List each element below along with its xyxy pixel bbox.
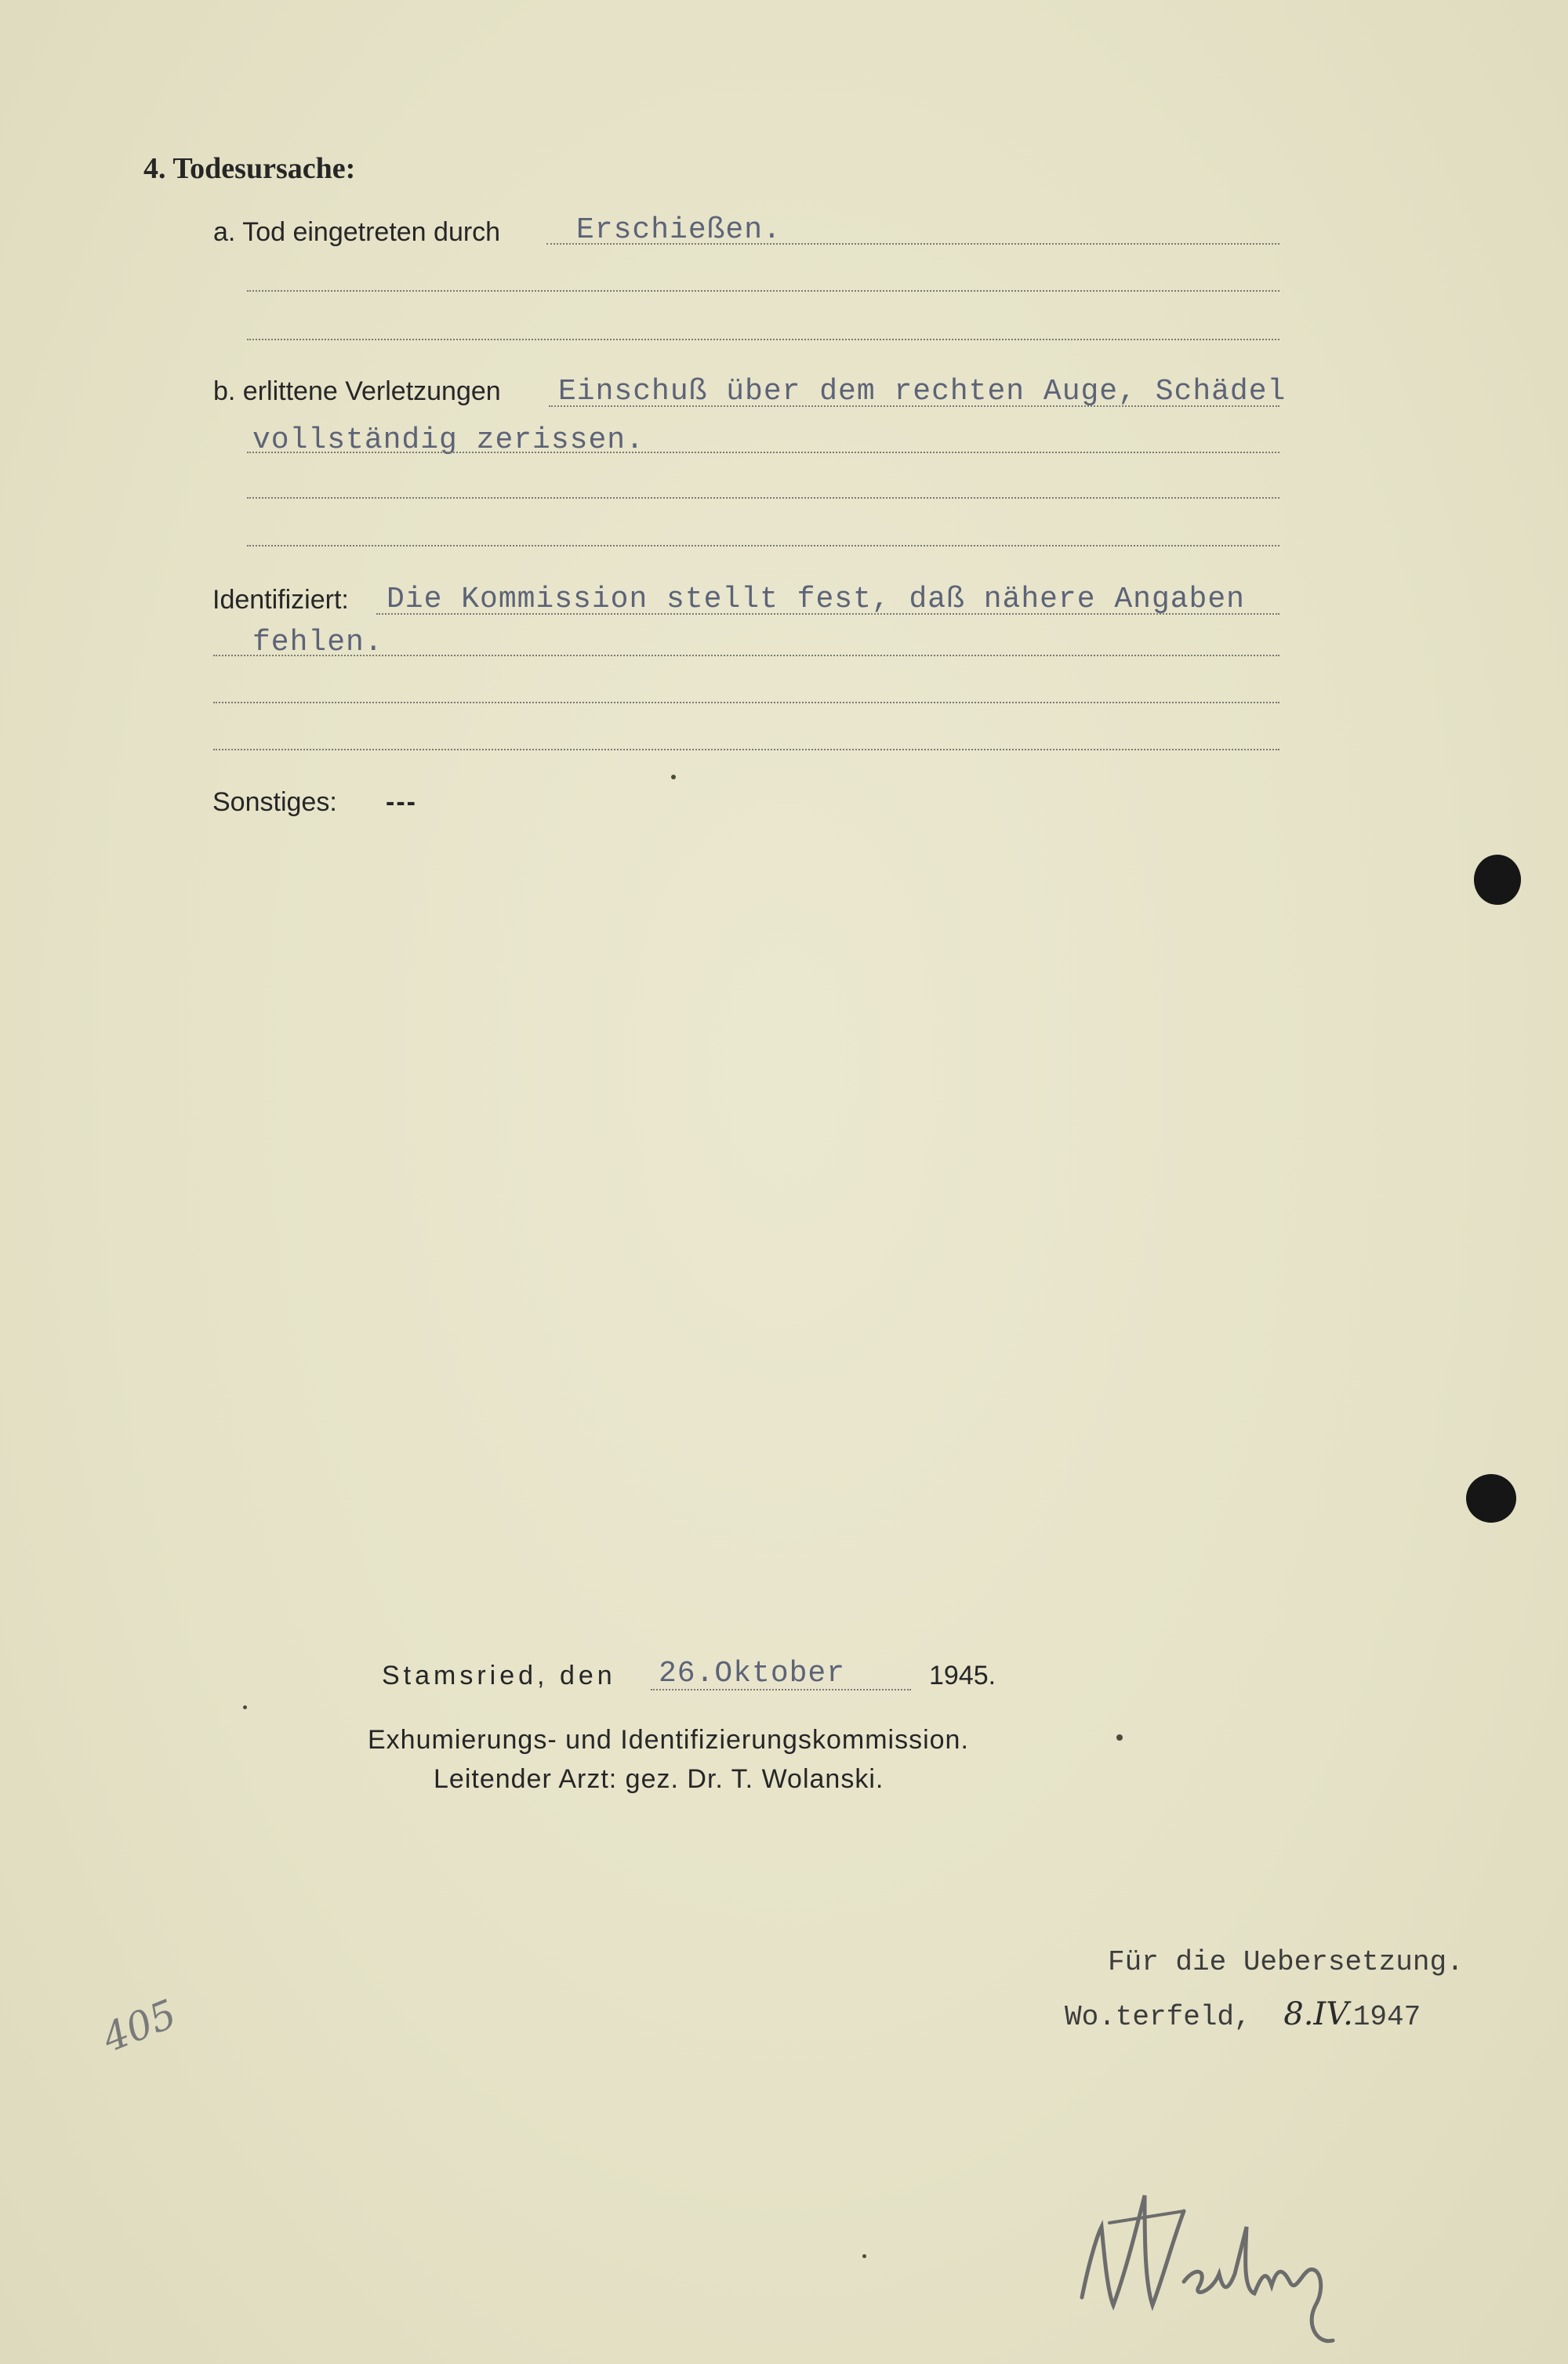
paper-speck [862,2254,866,2258]
identified-line-4 [213,749,1279,750]
other-label: Sonstiges: [212,787,337,817]
cause-line-2 [247,290,1279,292]
cause-value: Erschießen. [576,213,782,247]
translation-stamp-place: Wo.terfeld, [1065,2001,1251,2033]
translation-stamp-line2 [1065,1996,1421,2033]
margin-pencil-note: 405 [96,1991,183,2061]
commission-name: Exhumierungs- und Identifizierungskommission. [368,1725,969,1755]
section-heading: 4. Todesursache: [143,152,356,185]
injuries-line-1 [549,405,1279,407]
injuries-value-2: vollständig zerissen. [252,423,644,457]
identified-value-2: fehlen. [252,626,383,659]
injuries-line-4 [247,545,1279,547]
cause-line-3 [247,339,1279,340]
translation-stamp-date-handwritten: 8.IV. [1283,1996,1353,2032]
paper-speck [671,775,676,779]
identified-value-1: Die Kommission stellt fest, daß nähere Angaben [387,583,1245,616]
place-label: Stamsried, den [382,1661,616,1690]
identified-label: Identifiziert: [212,585,349,615]
identified-line-3 [213,702,1279,703]
date-typed: 26.Oktober [659,1657,846,1690]
identified-line-1 [376,613,1279,615]
punch-hole-bottom [1466,1474,1516,1523]
handwritten-signature [1066,2180,1364,2352]
translation-stamp-line1: Für die Uebersetzung. [1108,1946,1464,1978]
paper-speck [243,1705,247,1709]
other-value: --- [386,787,417,817]
translation-stamp-year: 1947 [1352,2001,1421,2033]
injuries-value-1: Einschuß über dem rechten Auge, Schädel [558,375,1287,409]
injuries-line-2 [247,452,1279,453]
punch-hole-top [1474,855,1521,905]
date-year: 1945. [929,1661,996,1690]
paper-speck [1116,1734,1123,1741]
doctor-line: Leitender Arzt: gez. Dr. T. Wolanski. [434,1764,884,1794]
cause-label: a. Tod eingetreten durch [213,217,501,247]
injuries-label: b. erlittene Verletzungen [213,376,501,406]
identified-line-2 [213,655,1279,656]
cause-line-1 [546,243,1279,245]
injuries-line-3 [247,497,1279,499]
date-line [651,1689,911,1690]
